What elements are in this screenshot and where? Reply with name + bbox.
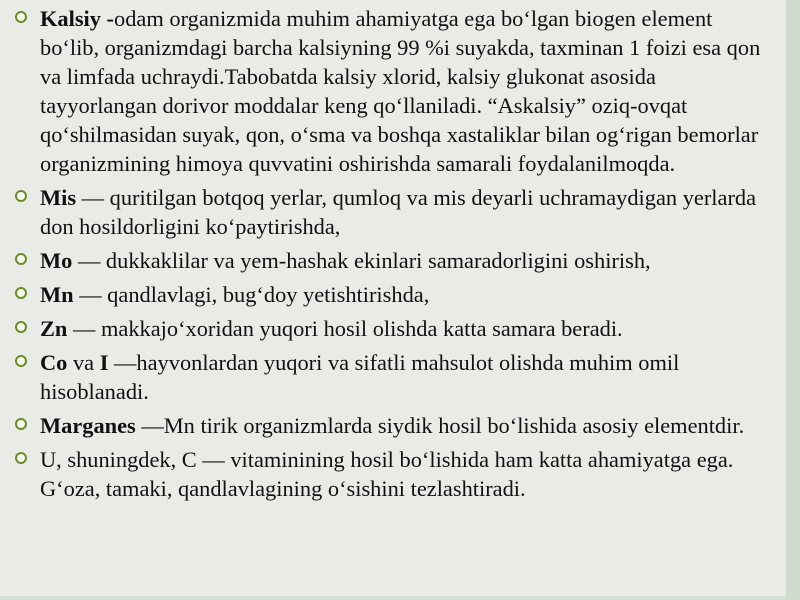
item-keyword: Zn — [40, 316, 68, 341]
list-item-zn — [0, 314, 786, 343]
item-text: — quritilgan botqoq yerlar, qumloq va mis deyarli uchramaydigan yerlarda don hosildorligini ko‘paytirishda, — [40, 185, 757, 239]
item-text: U, shuningdek, C — vitaminining hosil bo‘lishida ham katta ahamiyatga ega. G‘oza, tamaki, qandlavlagining o‘sishini tezlashtiradi. — [40, 447, 734, 501]
item-keyword-2: I — [99, 350, 109, 375]
list-item-vitamin-c — [0, 445, 786, 503]
item-keyword: Mis — [40, 185, 77, 210]
ring-bullet-icon — [15, 321, 27, 333]
list-item-marganes — [0, 411, 786, 440]
ring-bullet-icon — [15, 253, 27, 265]
list-item-co-i — [0, 348, 786, 406]
item-connector: va — [67, 350, 100, 375]
ring-bullet-icon — [15, 452, 27, 464]
item-text: — qandlavlagi, bug‘doy yetishtirishda, — [73, 282, 430, 307]
item-text: odam organizmida muhim ahamiyatga ega bo‘lgan biogen element bo‘lib, organizmdagi barcha kalsiyning 99 %i suyakda, taxminan 1 foizi esa qon va limfada uchraydi.Tabobatda kalsiy xlorid, kalsiy glukonat asosida tayyorlangan dorivor moddalar keng qo‘llaniladi. “Askalsiy” oziq-ovqat qo‘shilmasidan suyak, qon, o‘sma va boshqa xastaliklar bilan og‘rigan bemorlar organizmining himoya quvvatini oshirishda samarali foydalanilmoqda. — [40, 6, 761, 176]
item-keyword: Kalsiy - — [40, 6, 115, 31]
item-text: — makkajo‘xoridan yuqori hosil olishda katta samara beradi. — [67, 316, 623, 341]
list-item-mis — [0, 183, 786, 241]
list-item-kalsiy — [0, 4, 786, 178]
ring-bullet-icon — [15, 190, 27, 202]
item-keyword: Mn — [40, 282, 74, 307]
ring-bullet-icon — [15, 287, 27, 299]
right-edge-strip — [786, 0, 800, 600]
item-text: —hayvonlardan yuqori va sifatli mahsulot olishda muhim omil hisoblanadi. — [40, 350, 680, 404]
list-item-mn — [0, 280, 786, 309]
ring-bullet-icon — [15, 418, 27, 430]
ring-bullet-icon — [15, 11, 27, 23]
item-text: — dukkaklilar va yem-hashak ekinlari samaradorligini oshirish, — [72, 248, 651, 273]
item-text: —Mn tirik organizmlarda siydik hosil bo‘lishida asosiy elementdir. — [135, 413, 745, 438]
ring-bullet-icon — [15, 355, 27, 367]
list-item-mo — [0, 246, 786, 275]
item-keyword: Mo — [40, 248, 73, 273]
item-keyword: Co — [40, 350, 68, 375]
bullet-list — [0, 4, 786, 508]
item-keyword: Marganes — [40, 413, 136, 438]
